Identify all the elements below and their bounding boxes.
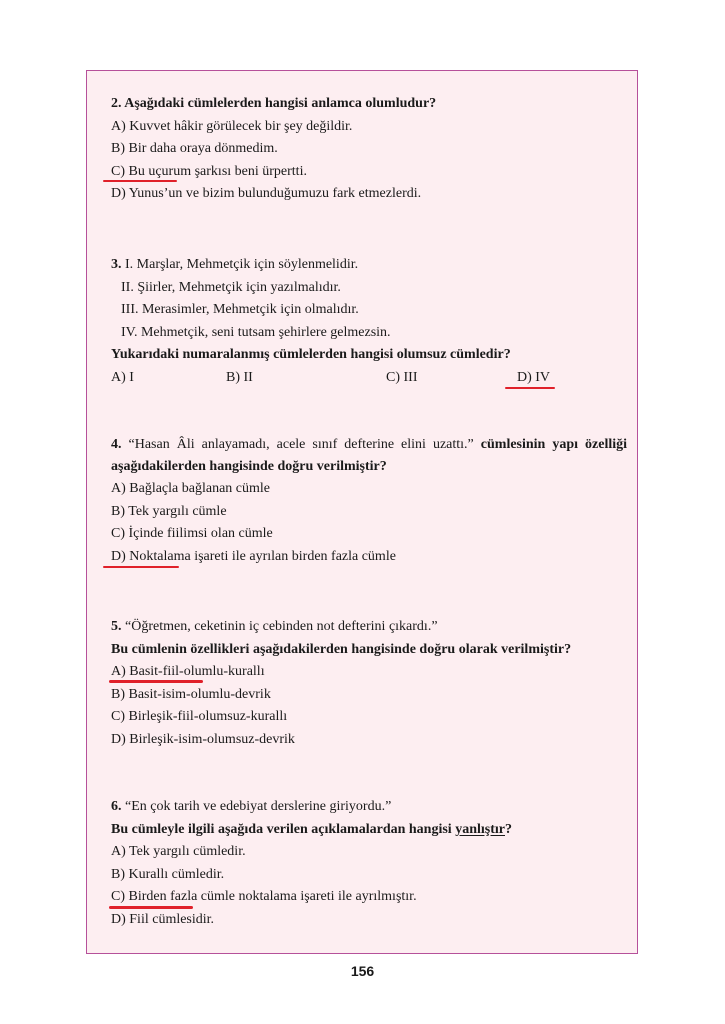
- answer-mark: [103, 180, 177, 183]
- question-3-stem: Yukarıdaki numaralanmış cümlelerden hangisi olumsuz cümledir?: [111, 347, 511, 362]
- option-a: A) I: [111, 369, 134, 385]
- option-a: A) Bağlaçla bağlanan cümle: [111, 481, 270, 496]
- option-a: A) Kuvvet hâkir görülecek bir şey değildir.: [111, 118, 353, 134]
- question-6-quote: 6. “En çok tarih ve edebiyat derslerine giriyordu.”: [111, 799, 392, 814]
- question-3-item-4: IV. Mehmetçik, seni tutsam şehirlere gelmezsin.: [121, 324, 391, 340]
- question-2-stem: [111, 93, 627, 116]
- option-c: C) Bu uçurum şarkısı beni ürpertti.: [111, 161, 627, 184]
- question-4: [111, 434, 627, 568]
- question-5-stem: Bu cümlenin özellikleri aşağıdakilerden hangisinde doğru olarak verilmiştir?: [111, 641, 572, 657]
- answer-mark: [103, 566, 179, 569]
- option-a: A) Tek yargılı cümledir.: [111, 844, 246, 859]
- question-3-item-1: 3. I. Marşlar, Mehmetçik için söylenmelidir.: [111, 257, 359, 272]
- option-c: C) III: [386, 369, 418, 385]
- question-3: [111, 254, 627, 389]
- question-3-item-3: III. Merasimler, Mehmetçik için olmalıdır.: [121, 302, 359, 317]
- question-quote: “Hasan Âli anlayamadı, acele sınıf defterine elini uzattı.”: [128, 437, 474, 452]
- answer-mark: [505, 387, 555, 390]
- question-6: [111, 796, 627, 931]
- option-b: B) Basit-isim-olumlu-devrik: [111, 686, 271, 702]
- question-5-quote: 5. “Öğretmen, ceketinin iç cebinden not defterini çıkardı.”: [111, 619, 438, 634]
- option-d: D) Birleşik-isim-olumsuz-devrik: [111, 731, 295, 747]
- page-number: 156: [350, 963, 375, 979]
- option-c: C) Birleşik-fiil-olumsuz-kurallı: [111, 709, 288, 724]
- question-4-stem: 4. “Hasan Âli anlayamadı, acele sınıf defterine elini uzattı.” cümlesinin yapı özelliği aşağıdakilerden hangisinde doğru verilmiştir?: [111, 437, 628, 474]
- option-b: B) Kurallı cümledir.: [111, 866, 225, 882]
- question-3-item-2: II. Şiirler, Mehmetçik için yazılmalıdır.: [121, 279, 341, 295]
- option-d: D) Noktalama işareti ile ayrılan birden fazla cümle: [111, 546, 627, 569]
- question-stem: Aşağıdaki cümlelerden hangisi anlamca olumludur?: [124, 96, 437, 111]
- option-a: A) Basit-fiil-olumlu-kurallı: [111, 661, 627, 684]
- option-c: C) Birden fazla cümle noktalama işareti ile ayrılmıştır.: [111, 886, 627, 909]
- question-frame: [86, 70, 638, 954]
- question-3-options: [111, 367, 627, 390]
- option-b: B) Tek yargılı cümle: [111, 503, 227, 519]
- answer-mark: [109, 680, 203, 683]
- question-2: [111, 93, 627, 206]
- option-b: B) II: [226, 369, 253, 385]
- question-6-stem: Bu cümleyle ilgili aşağıda verilen açıklamalardan hangisi yanlıştır?: [111, 821, 512, 837]
- question-5: [111, 616, 627, 751]
- underlined-word: yanlıştır: [455, 821, 505, 837]
- option-d: D) Fiil cümlesidir.: [111, 911, 215, 927]
- option-d: D) Yunus’un ve bizim bulunduğumuzu fark etmezlerdi.: [111, 186, 422, 201]
- option-c: C) İçinde fiilimsi olan cümle: [111, 526, 273, 541]
- option-d: D) IV: [517, 367, 550, 390]
- question-number: 2.: [111, 96, 122, 111]
- option-b: B) Bir daha oraya dönmedim.: [111, 141, 278, 156]
